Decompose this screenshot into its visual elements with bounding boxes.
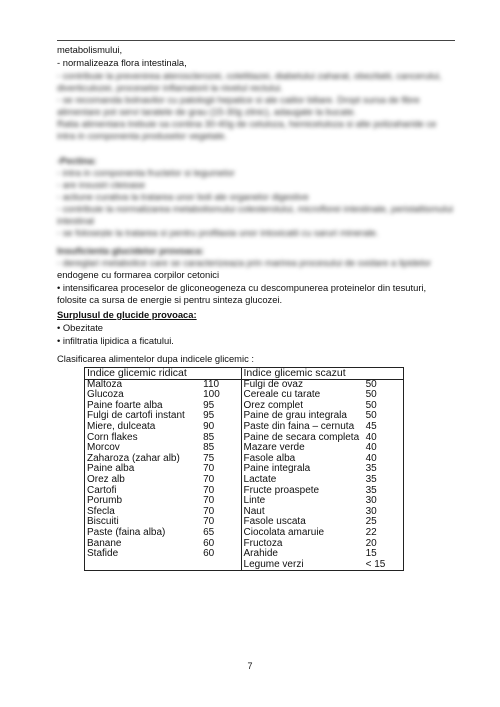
table-row <box>85 528 404 539</box>
text-line-flora: - normalizeaza flora intestinala, <box>57 57 187 68</box>
blurred-line: intra in componenta produselor vegetale. <box>57 130 227 141</box>
high-gi-food: Paine foarte alba <box>85 401 202 412</box>
high-gi-value: 70 <box>201 517 241 528</box>
high-gi-value: 70 <box>201 486 241 497</box>
low-gi-value: 30 <box>364 507 404 518</box>
high-gi-food: Porumb <box>85 496 202 507</box>
blurred-line: - contribuie la prevenirea aterosclerozei, colelitiazei, diabetului zaharat, obezitatii, cancerului, <box>57 70 442 81</box>
high-gi-value: 90 <box>201 422 241 433</box>
header-rule <box>57 40 455 41</box>
high-gi-value: 70 <box>201 475 241 486</box>
high-gi-value: 85 <box>201 443 241 454</box>
high-gi-food: Paine alba <box>85 464 202 475</box>
low-gi-value: 50 <box>364 411 404 422</box>
high-gi-value: 60 <box>201 539 241 550</box>
low-gi-food: Fasole uscata <box>241 517 364 528</box>
blurred-heading: -Pectina: <box>57 155 97 166</box>
high-gi-value <box>201 560 241 571</box>
low-gi-food: Cereale cu tarate <box>241 390 364 401</box>
low-gi-food: Fasole alba <box>241 454 364 465</box>
high-gi-value: 100 <box>201 390 241 401</box>
high-gi-food: Maltoza <box>85 379 202 390</box>
high-gi-food: Cartofi <box>85 486 202 497</box>
low-gi-value: 15 <box>364 549 404 560</box>
high-gi-food: Stafide <box>85 549 202 560</box>
high-gi-value: 60 <box>201 549 241 560</box>
low-gi-value: 35 <box>364 475 404 486</box>
high-gi-food: Fulgi de cartofi instant <box>85 411 202 422</box>
low-gi-food: Orez complet <box>241 401 364 412</box>
high-gi-value: 85 <box>201 433 241 444</box>
low-gi-value: 45 <box>364 422 404 433</box>
blurred-line: - se folosește la tratarea si pentru profilaxia unor intoxicatii cu saruri minerale. <box>57 227 379 238</box>
high-gi-value: 70 <box>201 464 241 475</box>
blurred-line: - dereglari metabolice care se caracterizeaza prin marirea procesului de oxidare a lipidelor <box>57 257 432 268</box>
low-gi-food: Fulgi de ovaz <box>241 379 364 390</box>
high-gi-value: 70 <box>201 507 241 518</box>
blurred-line: - are insusiri cleioase <box>57 179 146 190</box>
low-gi-food: Lactate <box>241 475 364 486</box>
high-gi-food: Biscuiti <box>85 517 202 528</box>
page-number: 7 <box>247 661 253 671</box>
low-gi-food: Naut <box>241 507 364 518</box>
high-gi-food: Zaharoza (zahar alb) <box>85 454 202 465</box>
high-gi-food: Miere, dulceata <box>85 422 202 433</box>
low-gi-value: < 15 <box>364 560 404 571</box>
high-gi-food: Paste (faina alba) <box>85 528 202 539</box>
high-gi-value: 110 <box>201 379 241 390</box>
low-gi-food: Arahide <box>241 549 364 560</box>
glycemic-index-table <box>84 367 404 571</box>
low-gi-value: 40 <box>364 443 404 454</box>
low-gi-food: Mazare verde <box>241 443 364 454</box>
blurred-line: intestinal <box>57 215 95 226</box>
low-gi-food: Paine de grau integrala <box>241 411 364 422</box>
table-row <box>85 560 404 571</box>
blurred-line: diverticulozei, proceselor inflamatorii la nivelul rectului. <box>57 82 283 93</box>
low-gi-value: 20 <box>364 539 404 550</box>
low-gi-food: Fructoza <box>241 539 364 550</box>
high-gi-food: Corn flakes <box>85 433 202 444</box>
header-high-gi: Indice glicemic ridicat <box>85 368 242 380</box>
low-gi-value: 30 <box>364 496 404 507</box>
high-gi-food: Banane <box>85 539 202 550</box>
low-gi-value: 40 <box>364 433 404 444</box>
bullet-liver: • infiltratia lipidica a ficatului. <box>57 335 174 346</box>
text-line-ketone: endogene cu formarea corpilor cetonici <box>57 269 220 280</box>
blurred-line: - actiune curativa la tratarea unor boli ale organelor digestive <box>57 191 309 202</box>
low-gi-value: 40 <box>364 454 404 465</box>
high-gi-value: 95 <box>201 401 241 412</box>
bullet-obesity: • Obezitate <box>57 322 104 333</box>
low-gi-food: Legume verzi <box>241 560 364 571</box>
low-gi-food: Paine de secara completa <box>241 433 364 444</box>
high-gi-food: Sfecla <box>85 507 202 518</box>
high-gi-value: 70 <box>201 496 241 507</box>
high-gi-food <box>85 560 202 571</box>
blurred-line: - contribuie la normalizarea metabolismului colesterolului, microflorei intestinale, peristaltismului <box>57 203 453 214</box>
low-gi-value: 25 <box>364 517 404 528</box>
low-gi-value: 35 <box>364 464 404 475</box>
high-gi-value: 75 <box>201 454 241 465</box>
low-gi-value: 50 <box>364 379 404 390</box>
low-gi-value: 22 <box>364 528 404 539</box>
low-gi-food: Ciocolata amaruie <box>241 528 364 539</box>
blurred-line: - intra in componenta fructelor si legumelor <box>57 167 235 178</box>
high-gi-food: Glucoza <box>85 390 202 401</box>
header-low-gi: Indice glicemic scazut <box>241 368 403 380</box>
high-gi-value: 95 <box>201 411 241 422</box>
low-gi-value: 50 <box>364 390 404 401</box>
surplus-heading: Surplusul de glucide provoaca: <box>57 309 197 320</box>
table-row <box>85 422 404 433</box>
blurred-heading: Insuficienta glucidelor provoaca: <box>57 245 204 256</box>
blurred-line: Ratia alimentara trebuie sa contina 30-40g de celuloza, hemiceluloza si alte polizaharide ce <box>57 118 437 129</box>
table-row <box>85 475 404 486</box>
text-line-metabolism: metabolismului, <box>57 44 123 55</box>
low-gi-value: 50 <box>364 401 404 412</box>
blurred-line: - se recomanda bolnavilor cu patologii hepatice si ale caiilor biliare. Dropt sursa de fibre <box>57 94 420 105</box>
high-gi-food: Orez alb <box>85 475 202 486</box>
low-gi-food: Paste din faina – cernuta <box>241 422 364 433</box>
blurred-line: alimentare pot servi taratele de grau (15-30g zilnic), adaugate la bucate. <box>57 106 357 117</box>
low-gi-food: Linte <box>241 496 364 507</box>
bullet-gluconeogenesis: • intensificarea proceselor de gliconeogeneza cu descompunerea proteinelor din tesuturi, folosite ca sursa de energie si pentru sinteza glucozei. <box>57 282 427 305</box>
table-header-row <box>85 368 404 380</box>
high-gi-value: 65 <box>201 528 241 539</box>
table-intro: Clasificarea alimentelor dupa indicele glicemic : <box>57 353 254 364</box>
low-gi-food: Fructe proaspete <box>241 486 364 497</box>
low-gi-food: Paine integrala <box>241 464 364 475</box>
high-gi-food: Morcov <box>85 443 202 454</box>
low-gi-value: 35 <box>364 486 404 497</box>
